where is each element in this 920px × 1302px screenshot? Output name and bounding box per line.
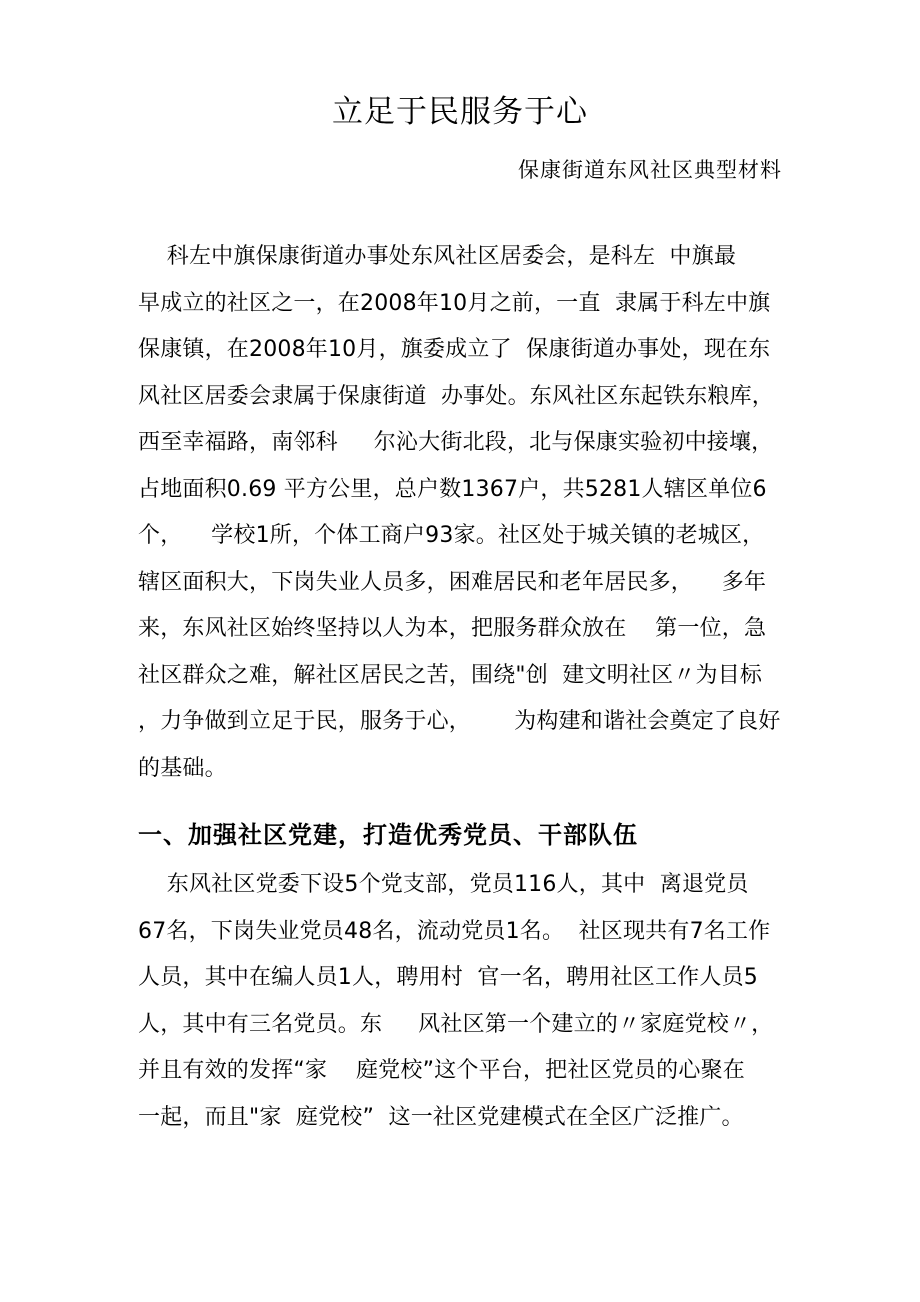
paragraph-line: 占地面积0.69 平方公里，总户数1367户，共5281人辖区单位6	[138, 476, 767, 502]
paragraph-line: 风社区居委会隶属于保康街道 办事处。东风社区东起铁东粮库，	[138, 383, 774, 409]
paragraph-line: 的基础。	[138, 755, 227, 781]
paragraph-line: 早成立的社区之一，在2008年10月之前，一直 隶属于科左中旗	[138, 290, 771, 316]
paragraph-line: 辖区面积大，下岗失业人员多，困难居民和老年居民多， 多年	[138, 569, 767, 595]
paragraph-line: 科左中旗保康街道办事处东风社区居委会，是科左 中旗最	[138, 244, 737, 269]
paragraph-intro	[138, 234, 802, 792]
paragraph-line: 社区群众之难，解社区居民之苦，围绕"创 建文明社区〃为目标	[138, 662, 763, 688]
paragraph-line: 保康镇，在2008年10月，旗委成立了 保康街道办事处，现在东	[138, 337, 771, 362]
paragraph-line: 东风社区党委下设5个党支部，党员116人，其中 离退党员	[138, 872, 749, 897]
paragraph-line: 并且有效的发挥“家 庭党校”这个平台，把社区党员的心聚在	[138, 1058, 745, 1083]
paragraph-party-building	[138, 862, 802, 1141]
paragraph-line: 个， 学校1所，个体工商户93家。社区处于城关镇的老城区，	[138, 523, 765, 548]
paragraph-line: 人，其中有三名党员。东 风社区第一个建立的〃家庭党校〃，	[138, 1011, 774, 1037]
document-title: 立足于民服务于心	[332, 94, 588, 130]
paragraph-line: 西至幸福路，南邻科 尔沁大街北段，北与保康实验初中接壤，	[138, 430, 774, 455]
document-subtitle: 保康街道东风社区典型材料	[518, 158, 782, 182]
section-heading: 一、加强社区党建，打造优秀党员、干部队伍	[138, 821, 638, 849]
paragraph-line: 一起，而且"家 庭党校” 这一社区党建模式在全区广泛推广。	[138, 1104, 744, 1130]
paragraph-line: ，力争做到立足于民，服务于心， 为构建和谐社会奠定了良好	[138, 709, 781, 734]
paragraph-line: 67名，下岗失业党员48名，流动党员1名。 社区现共有7名工作	[138, 918, 771, 944]
paragraph-line: 来，东风社区始终坚持以人为本，把服务群众放在 第一位，急	[138, 616, 767, 641]
paragraph-line: 人员，其中在编人员1人，聘用村 官一名，聘用社区工作人员5	[138, 965, 758, 990]
